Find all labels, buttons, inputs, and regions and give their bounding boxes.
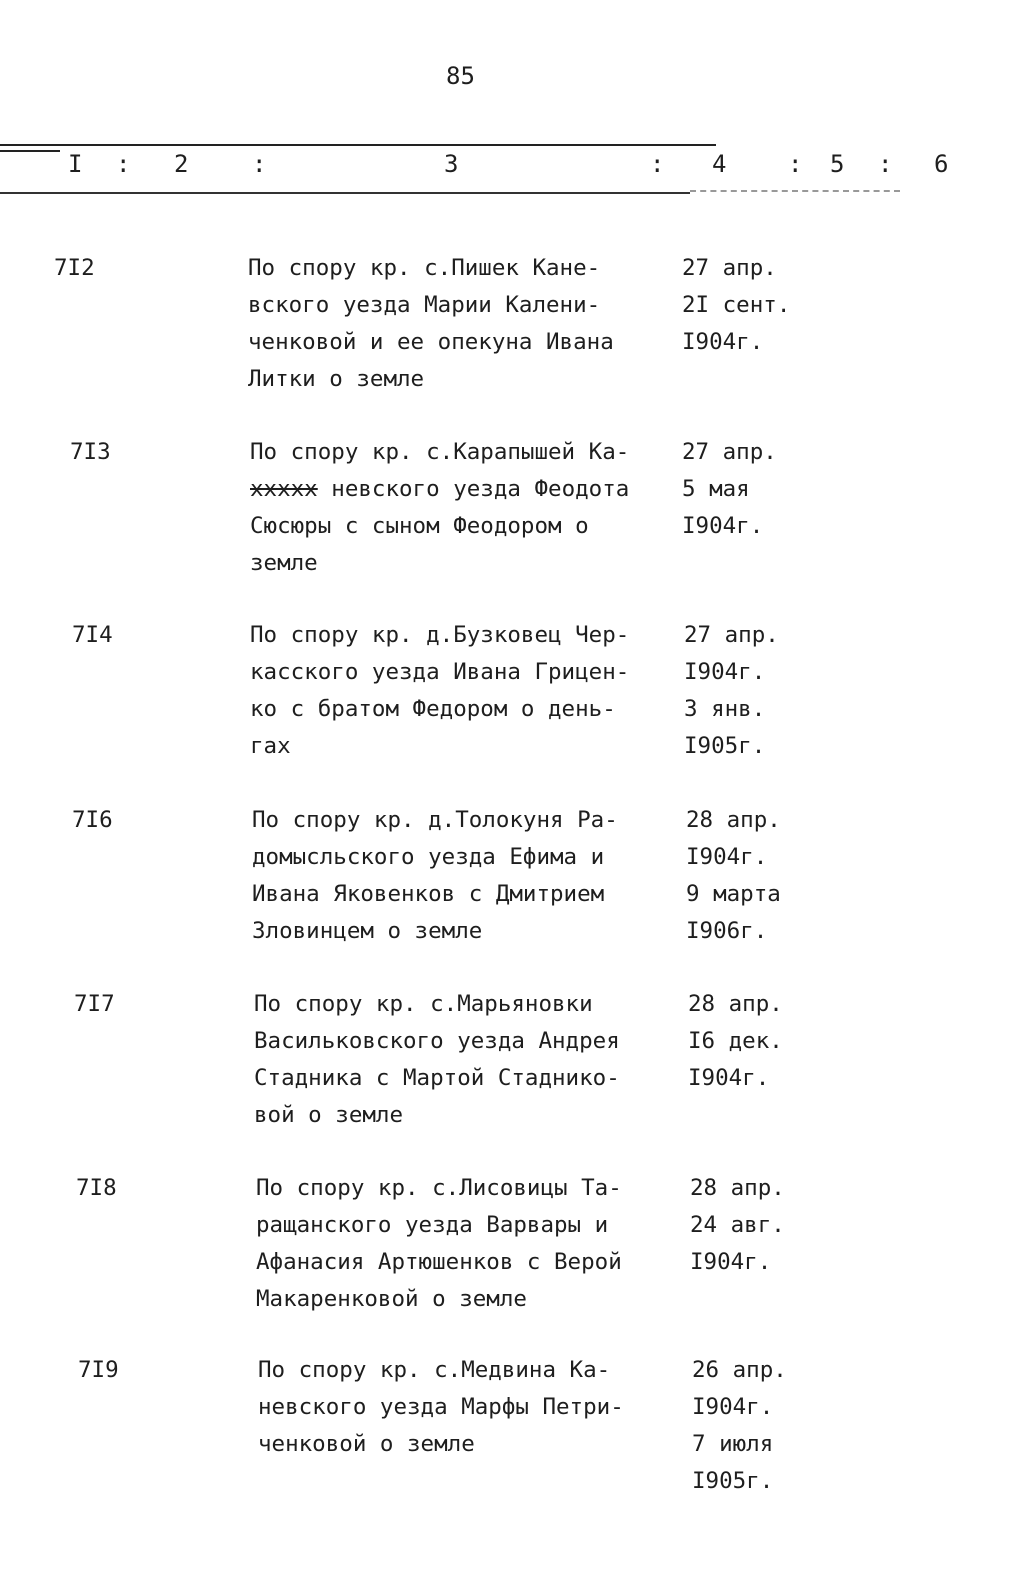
- description-text: невского уезда Феодота: [331, 476, 630, 502]
- date-line: I905г.: [684, 733, 766, 759]
- description-line: вского уезда Марии Калени-: [248, 292, 601, 318]
- description-line: Васильковского уезда Андрея: [254, 1028, 620, 1054]
- description-line: Зловинцем о земле: [252, 918, 483, 944]
- column-header-3: 3: [444, 150, 459, 178]
- description-line: Макаренковой о земле: [256, 1286, 527, 1312]
- entry-dates: [682, 434, 822, 545]
- date-line: 3 янв.: [684, 696, 766, 722]
- entry-number: 7I6: [72, 807, 113, 833]
- description-line: невского уезда Марфы Петри-: [258, 1394, 624, 1420]
- date-line: 5 мая: [682, 476, 750, 502]
- description-line: Сюсюры с сыном Феодором о: [250, 513, 589, 539]
- column-separator: :: [788, 150, 803, 178]
- entry-dates: [686, 802, 826, 950]
- column-header-2: 2: [174, 150, 189, 178]
- description-line: По спору кр. с.Пишек Кане-: [248, 255, 601, 281]
- date-line: 27 апр.: [682, 255, 777, 281]
- entry-description: [252, 802, 692, 950]
- date-line: 24 авг.: [690, 1212, 785, 1238]
- description-line: земле: [250, 550, 318, 576]
- description-line: ращанского уезда Варвары и: [256, 1212, 609, 1238]
- description-line: Стадника с Мартой Стаднико-: [254, 1065, 620, 1091]
- description-line: По спору кр. с.Карапышей Ка-: [250, 439, 630, 465]
- column-separator: :: [252, 150, 267, 178]
- entry-number: 7I2: [54, 255, 95, 281]
- column-separator: :: [116, 150, 131, 178]
- column-header-6: 6: [934, 150, 949, 178]
- entry-number: 7I3: [70, 439, 111, 465]
- date-line: 27 апр.: [682, 439, 777, 465]
- date-line: 9 марта: [686, 881, 781, 907]
- description-line: вой о земле: [254, 1102, 404, 1128]
- date-line: 28 апр.: [688, 991, 783, 1017]
- entry-description: [258, 1352, 698, 1463]
- entry-description: [250, 617, 690, 765]
- entry-dates: [684, 617, 824, 765]
- entry-dates: [682, 250, 822, 361]
- description-line: Литки о земле: [248, 366, 425, 392]
- header-top-rule: [0, 144, 716, 146]
- description-line: По спору кр. с.Лисовицы Та-: [256, 1175, 622, 1201]
- description-line: ченковой о земле: [258, 1431, 475, 1457]
- list-item: [54, 250, 954, 400]
- entry-dates: [688, 986, 828, 1097]
- date-line: I904г.: [684, 659, 766, 685]
- description-line: ченковой и ее опекуна Ивана: [248, 329, 614, 355]
- list-item: [74, 986, 974, 1136]
- date-line: I904г.: [690, 1249, 772, 1275]
- description-line: ко с братом Федором о день-: [250, 696, 616, 722]
- date-line: I905г.: [692, 1468, 774, 1494]
- page-number: 85: [446, 62, 475, 90]
- date-line: 28 апр.: [686, 807, 781, 833]
- header-bottom-rule: [0, 192, 690, 194]
- list-item: [76, 1170, 976, 1320]
- description-line: По спору кр. д.Толокуня Ра-: [252, 807, 618, 833]
- list-item: [78, 1352, 978, 1512]
- description-line: гах: [250, 733, 291, 759]
- entry-description: [254, 986, 694, 1134]
- date-line: 26 апр.: [692, 1357, 787, 1383]
- list-item: [72, 802, 972, 952]
- entry-description: [248, 250, 688, 398]
- entry-number: 7I4: [72, 622, 113, 648]
- date-line: I6 дек.: [688, 1028, 783, 1054]
- date-line: 28 апр.: [690, 1175, 785, 1201]
- date-line: 2I сент.: [682, 292, 791, 318]
- entry-number: 7I8: [76, 1175, 117, 1201]
- column-header-4: 4: [712, 150, 727, 178]
- entry-number: 7I9: [78, 1357, 119, 1383]
- column-header-1: I: [68, 150, 83, 178]
- description-line: По спору кр. с.Медвина Ка-: [258, 1357, 611, 1383]
- entry-description: [250, 434, 690, 582]
- description-line: домысльского уезда Ефима и: [252, 844, 605, 870]
- date-line: I904г.: [682, 513, 764, 539]
- description-line: По спору кр. с.Марьяновки: [254, 991, 593, 1017]
- column-separator: :: [878, 150, 893, 178]
- description-line: касского уезда Ивана Грицен-: [250, 659, 630, 685]
- date-line: I904г.: [688, 1065, 770, 1091]
- description-line: Афанасия Артюшенков с Верой: [256, 1249, 622, 1275]
- date-line: I906г.: [686, 918, 768, 944]
- list-item: [70, 434, 970, 584]
- date-line: 7 июля: [692, 1431, 774, 1457]
- entry-number: 7I7: [74, 991, 115, 1017]
- date-line: I904г.: [682, 329, 764, 355]
- entry-description: [256, 1170, 696, 1318]
- column-separator: :: [650, 150, 665, 178]
- description-line: По спору кр. д.Бузковец Чер-: [250, 622, 630, 648]
- header-top-rule-left: [0, 150, 60, 152]
- date-line: I904г.: [692, 1394, 774, 1420]
- description-line: Ивана Яковенков с Дмитрием: [252, 881, 605, 907]
- description-line: [250, 471, 690, 508]
- entry-dates: [690, 1170, 830, 1281]
- struck-text: xxxxx: [250, 476, 318, 502]
- header-bottom-rule-dashed: [690, 190, 900, 192]
- list-item: [72, 617, 972, 767]
- entry-dates: [692, 1352, 832, 1500]
- column-header-5: 5: [830, 150, 845, 178]
- date-line: 27 апр.: [684, 622, 779, 648]
- date-line: I904г.: [686, 844, 768, 870]
